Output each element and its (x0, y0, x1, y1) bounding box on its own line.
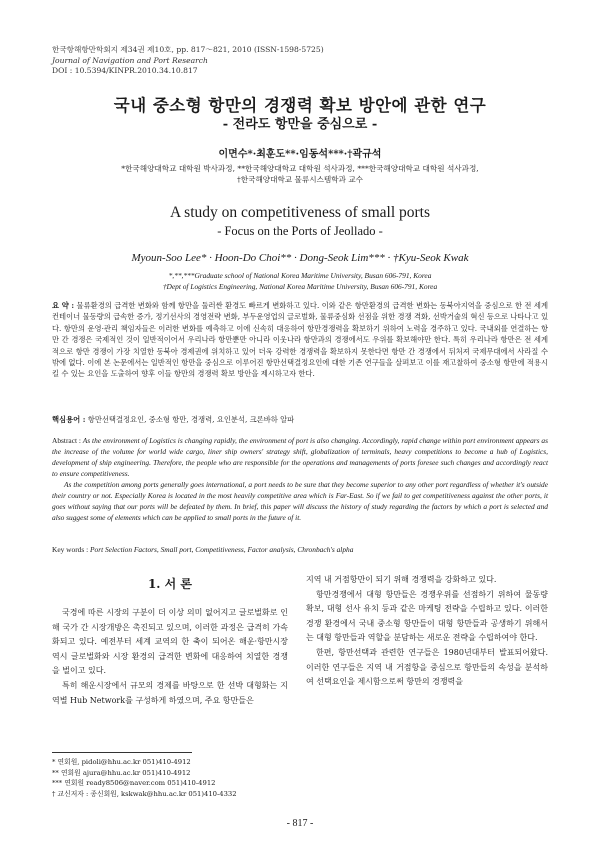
english-title: A study on competitiveness of small ports (169, 204, 431, 221)
korean-abstract-label: 요 약 : (52, 301, 75, 310)
footnote: *** 연회원 ready8506@naver.com 051)410-4912 (52, 779, 216, 787)
body-paragraph: 한편, 항만선택과 관련한 연구들은 1980년대부터 발표되어왔다. 이러한 연구들은 지역 내 거점항을 중심으로 항만들의 속성을 분석하여 선택요인을 제시함으로써 항만의 경쟁력을 (306, 647, 548, 687)
korean-abstract-text: 물류환경의 급격한 변화와 함께 항만을 둘러싼 환경도 빠르게 변화하고 있다. 이와 같은 항만환경의 급격한 변화는 동북아지역을 중심으로 한 전 세계 컨테이너 물동량의 급속한 증가, 정기선사의 경영전략 변화, 부두운영업의 글로벌화, 물류중심화 선점을 위한 경쟁 격화, 선박거술의 혁신 등으로 나타나고 있다. 항만의 운영·관리 책임자들은 이러한 변화를 예측하고 이에 신속히 대응하여 항만경쟁력을 확보하기 위하여 노력을 경주하고 있다. 국내외를 연결하는 항만 간 경쟁은 국제적인 것이 일반적이어서 우리나라 항만뿐만 아니라 이웃나라 항만과의 경쟁에서도 우위를 확보해야만 한다. 특히 우리나라 항만은 전 세계적으로 항만 경쟁이 가장 치열한 동북아 경제권에 위치하고 있어 더욱 강력한 경쟁력을 확보하지 못한다면 항만 간 경쟁에서 뒤처져 국제무대에서 사라질 수밖에 없다. 이에 본 논문에서는 일반적인 항만을 중심으로 이루어진 항만선택결정요인에 대한 기존 연구들을 살펴보고 이를 재고찰하여 중소형 항만에 적용시킬 수 있는 요인을 도출하여 향후 이들 항만의 경쟁력 확보 방안을 제시하고자 한다. (52, 301, 549, 379)
english-affiliation-line: *,**,***Graduate school of National Korea Maritime University, Busan 606-791, Korea (168, 271, 432, 280)
english-keywords (52, 545, 548, 554)
english-keywords-text: Port Selection Factors, Small port, Competitiveness, Factor analysis, Chronbach's alpha (90, 545, 354, 554)
english-affiliation-line: †Dept of Logistics Engineering, National Korea Maritime University, Busan 606-791, Korea (162, 282, 438, 291)
english-keywords-label: Key words : (52, 545, 89, 554)
body-paragraph: 항만경쟁에서 대형 항만들은 경쟁우위를 선점하기 위하여 물동량 확보, 대형 선사 유치 등과 같은 마케팅 전략을 수립하고 있다. 이러한 경쟁 환경에서 국내 중소형 항만들이 대형 항만들과 공생하기 위해서는 대형 항만들과 역할을 분담하는 새로운 전략을 수립하여야 한다. (306, 589, 548, 643)
journal-header (52, 45, 324, 77)
body-paragraph: 국경에 따른 시장의 구분이 더 이상 의미 없어지고 글로벌화로 인해 국가 간 시장개방은 촉진되고 있으며, 이러한 과정은 급격히 가속화되고 있다. 예전부터 세계 교역의 한 축이 되어온 해운·항만시장 역시 글로벌화와 시장 환경의 급격한 변화에 대응하여 치열한 경쟁을 벌이고 있다. (52, 608, 288, 676)
korean-title: 국내 중소형 항만의 경쟁력 확보 방안에 관한 연구 (113, 96, 487, 115)
footnote-divider (52, 752, 192, 753)
english-affiliations (0, 270, 600, 292)
english-abstract-label: Abstract : (52, 436, 81, 445)
english-subtitle: - Focus on the Ports of Jeollado - (217, 224, 383, 238)
page-number: - 817 - (286, 818, 314, 829)
korean-keywords-label: 핵심용어 : (52, 415, 86, 424)
korean-affiliation-line: *한국해양대학교 대학원 박사과정, **한국해양대학교 대학원 석사과정, ***한국해양대학교 대학원 석사과정, (121, 164, 479, 173)
journal-doi: DOI : 10.5394/KINPR.2010.34.10.817 (52, 66, 198, 75)
korean-affiliation-line: †한국해양대학교 물류시스템학과 교수 (237, 175, 363, 184)
footnotes (52, 757, 302, 799)
english-abstract-paragraph (52, 435, 548, 479)
body-paragraph: 특히 해운시장에서 규모의 경제를 바탕으로 한 선박 대형화는 지역별 Hub Network를 구성하게 하였으며, 주요 항만들은 (52, 680, 288, 705)
korean-keywords (52, 415, 548, 425)
korean-abstract (52, 300, 548, 380)
journal-header-english: Journal of Navigation and Port Research (52, 55, 208, 65)
body-paragraph: 지역 내 거점항만이 되기 위해 경쟁력을 강화하고 있다. (306, 575, 497, 584)
body-column-left (52, 606, 288, 708)
english-abstract-text: As the environment of Logistics is changing rapidly, the environment of port is also changing. Accordingly, rapid change within port environment appears as the increase of the volume for world wide cargo, liner ship owners' strategy shift, globalization of terminals, heavy competitions to become a hub of Logistics, development of ship engineering. Therefore, the people who are responsible for the operations and managements of ports foresee such changes and accordingly react to ensure competitiveness. (52, 436, 548, 478)
english-authors: Myoun-Soo Lee* · Hoon-Do Choi** · Dong-Seok Lim*** · †Kyu-Seok Kwak (131, 252, 469, 264)
body-column-right (306, 573, 548, 690)
korean-affiliations (40, 163, 560, 185)
journal-header-korean: 한국항해항만학회지 제34권 제10호, pp. 817～821, 2010 (ISSN-1598-5725) (52, 45, 324, 54)
section-title-introduction: 1. 서 론 (147, 577, 193, 591)
english-abstract (52, 435, 548, 523)
english-abstract-paragraph: As the competition among ports generally goes international, a port needs to be sure that they become superior to any other port regardless of whether it's outside their country or not. Especially Korea is located in the most heavily competitive area which is Far-East. So if we fail to get competitiveness against the other ports, it goes without saying that our ports will be defeated by them. In brief, this paper will discuss the history of study regarding the factors by which a port is selected and also suggest some of elements which can be applied to small ports in the future of it. (52, 480, 548, 522)
footnote: * 연회원, pidoli@hhu.ac.kr 051)410-4912 (52, 758, 191, 766)
korean-keywords-text: 항만선택결정요인, 중소형 항만, 경쟁력, 요인분석, 크론바하 알파 (87, 415, 295, 424)
korean-subtitle: - 전라도 항만을 중심으로 - (222, 117, 378, 132)
footnote: ** 연회원 ajura@hhu.ac.kr 051)410-4912 (52, 768, 191, 777)
footnote: † 교신저자 : 종신회원, kskwak@hhu.ac.kr 051)410-4332 (52, 789, 237, 798)
korean-authors: 이면수*·최훈도**·임동석***·†곽규석 (218, 149, 382, 160)
